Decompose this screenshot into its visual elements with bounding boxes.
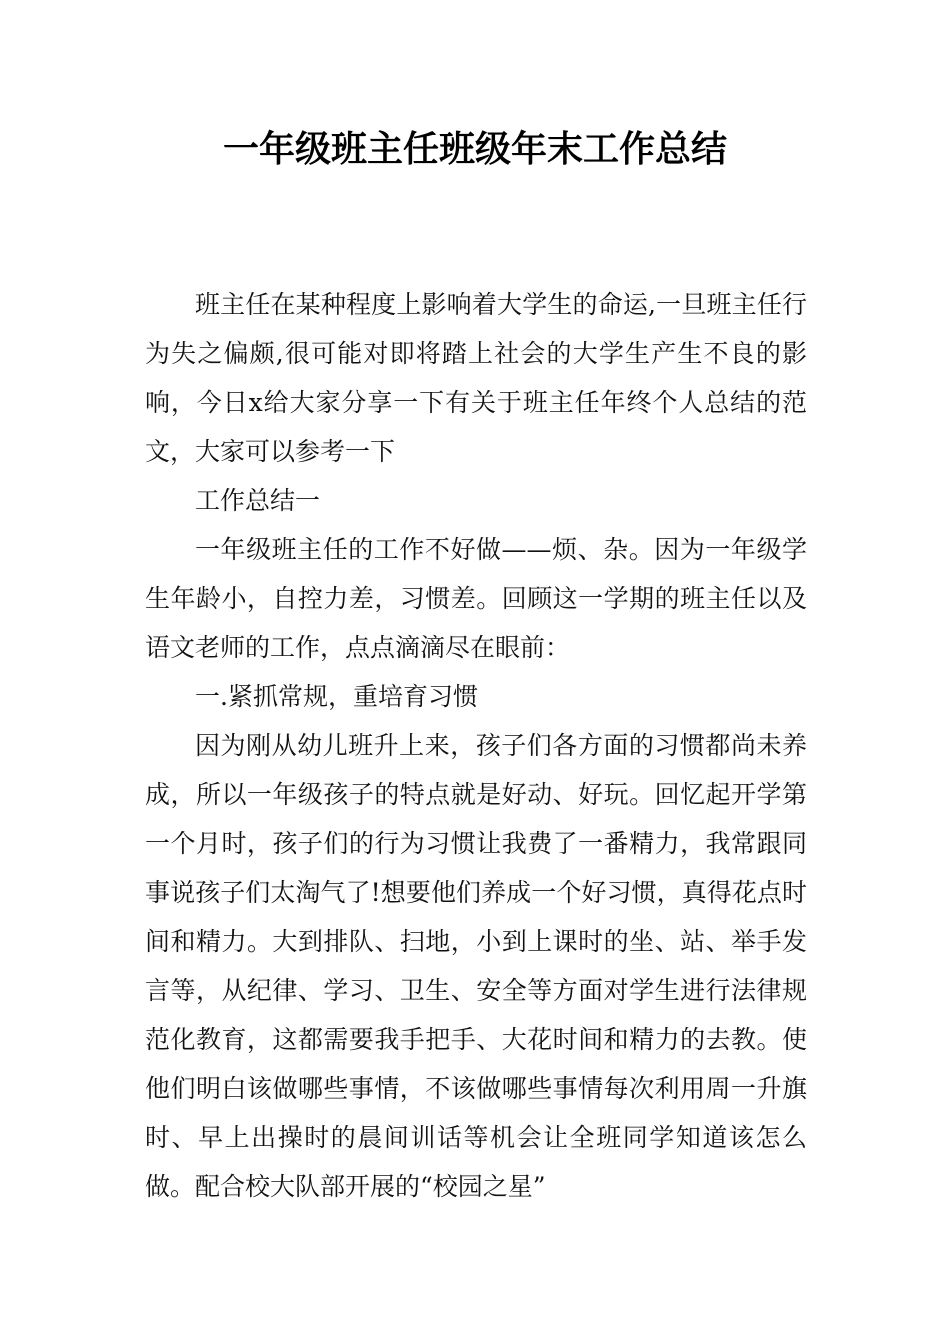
paragraph-habits: 因为刚从幼儿班升上来，孩子们各方面的习惯都尚未养成，所以一年级孩子的特点就是好动、好玩。回忆起开学第一个月时，孩子们的行为习惯让我费了一番精力，我常跟同事说孩子们太淘气了!想要他们养成一个好习惯，真得花点时间和精力。大到排队、扫地，小到上课时的坐、站、举手发言等，从纪律、学习、卫生、安全等方面对学生进行法律规范化教育，这都需要我手把手、大花时间和精力的去教。使他们明白该做哪些事情，不该做哪些事情每次利用周一升旗时、早上出操时的晨间训话等机会让全班同学知道该怎么做。配合校大队部开展的“校园之星” bbox=[145, 731, 807, 1201]
paragraph-section-heading: 工作总结一 bbox=[195, 486, 321, 515]
paragraph-overview: 一年级班主任的工作不好做——烦、杂。因为一年级学生年龄小，自控力差，习惯差。回顾这一学期的班主任以及语文老师的工作，点点滴滴尽在眼前： bbox=[145, 535, 807, 662]
document-title: 一年级班主任班级年末工作总结 bbox=[222, 129, 727, 170]
paragraph-subheading: 一.紧抓常规，重培育习惯 bbox=[195, 682, 478, 711]
document-body bbox=[145, 280, 807, 1211]
paragraph-intro: 班主任在某种程度上影响着大学生的命运,一旦班主任行为失之偏颇,很可能对即将踏上社会的大学生产生不良的影响，今日x给大家分享一下有关于班主任年终个人总结的范文，大家可以参考一下 bbox=[145, 290, 807, 466]
